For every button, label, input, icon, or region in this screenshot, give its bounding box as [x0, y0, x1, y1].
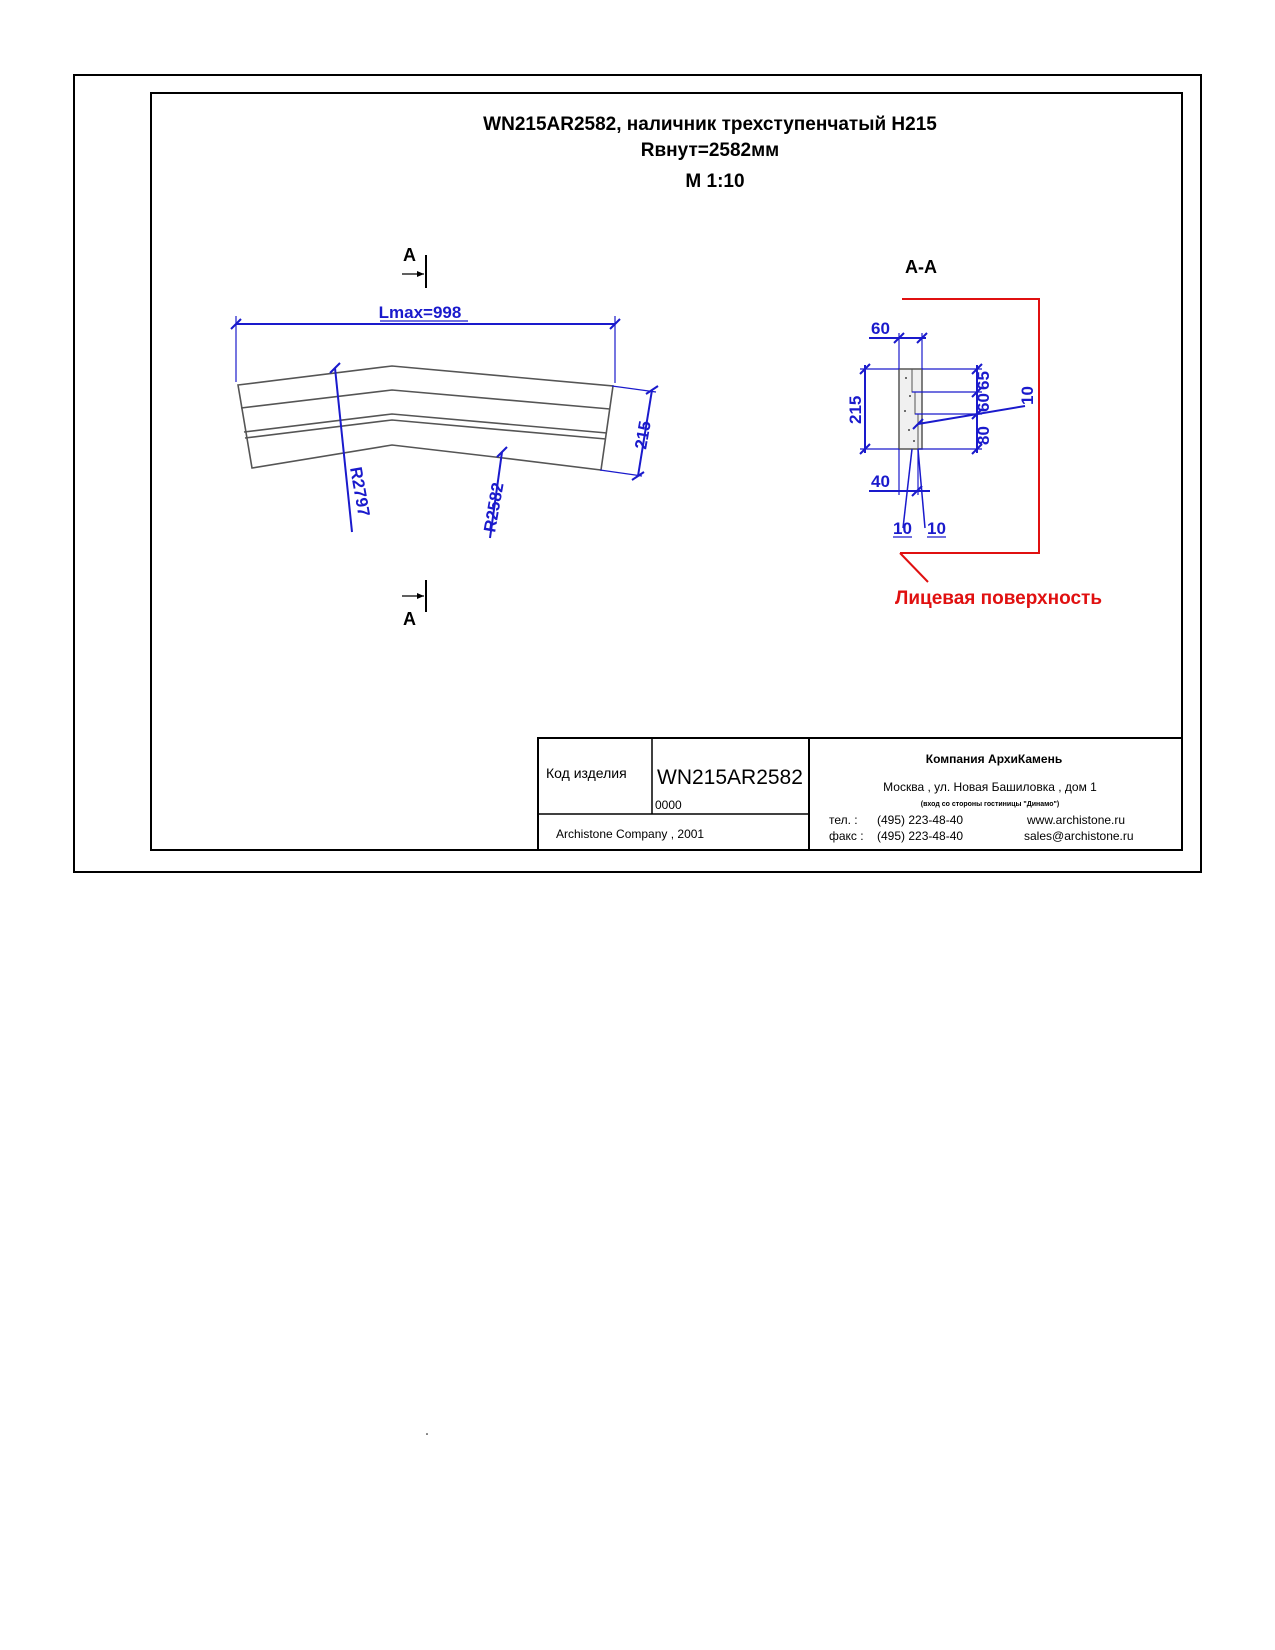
section-arrowhead-bottom [417, 593, 424, 599]
dim-offset-leader [918, 406, 1025, 424]
drawing-radius: Rвнут=2582мм [640, 140, 780, 161]
phone-label: тел. : [829, 813, 858, 827]
stone-texture-dot [908, 429, 910, 431]
fax-value: (495) 223-48-40 [877, 829, 964, 843]
dim-section-height-label: 215 [846, 395, 865, 424]
step-line-3 [245, 420, 606, 439]
inner-frame [151, 93, 1182, 850]
stray-dot [426, 1433, 428, 1435]
fax-label: факс : [829, 829, 864, 843]
face-surface-label: Лицевая поверхность [895, 588, 1103, 609]
company-line: Archistone Company , 2001 [556, 827, 705, 841]
section-arrowhead-top [417, 271, 424, 277]
dim-top-width-label: 60 [871, 319, 890, 338]
part-outline [238, 366, 613, 470]
dim-step1-label: 65 [974, 371, 993, 390]
dim-bottom-right-label: 10 [927, 519, 946, 538]
face-surface-leader [900, 553, 928, 582]
dim-height-ext-bottom [600, 470, 642, 476]
email-link[interactable]: sales@archistone.ru [1024, 829, 1134, 843]
section-label: A-A [905, 257, 937, 277]
section-view [846, 257, 1102, 609]
title-block [538, 738, 1182, 850]
dim-length-label: Lmax=998 [378, 303, 462, 322]
radius-outer-leader [335, 368, 352, 532]
website-link[interactable]: www.archistone.ru [1027, 813, 1126, 827]
phone-value: (495) 223-48-40 [877, 813, 964, 827]
code-value: WN215AR2582 [657, 766, 803, 789]
dim-bottom-left-label: 10 [893, 519, 912, 538]
stone-texture-dot [905, 377, 907, 379]
company-address: Москва , ул. Новая Башиловка , дом 1 [883, 780, 1097, 794]
plan-view [231, 245, 658, 629]
section-mark-top: A [403, 245, 416, 265]
stone-texture-dot [909, 395, 911, 397]
dim-bottom-width-label: 40 [871, 472, 890, 491]
code-sub: 0000 [655, 798, 682, 812]
radius-outer-label: R2797 [346, 465, 374, 519]
company-address-note: (вход со стороны гостиницы "Динамо") [920, 801, 1060, 808]
dim-step2-label: 60 [974, 393, 993, 412]
drawing-scale: M 1:10 [685, 171, 745, 192]
section-mark-bottom: A [403, 609, 416, 629]
stone-texture-dot [913, 440, 915, 442]
drawing-title: WN215AR2582, наличник трехступенчатый H215 [483, 114, 937, 135]
profile-body [899, 369, 922, 449]
stone-texture-dot [904, 410, 906, 412]
company-name: Компания АрхиКамень [925, 752, 1063, 766]
code-label: Код изделия [546, 765, 627, 781]
dim-bottom-left-leader [903, 449, 912, 528]
dim-step3-label: 80 [974, 426, 993, 445]
step-line-1 [241, 390, 610, 409]
dim-height-label: 215 [631, 419, 655, 451]
radius-inner-label: R2582 [480, 481, 508, 534]
dim-offset-label: 10 [1018, 386, 1037, 405]
